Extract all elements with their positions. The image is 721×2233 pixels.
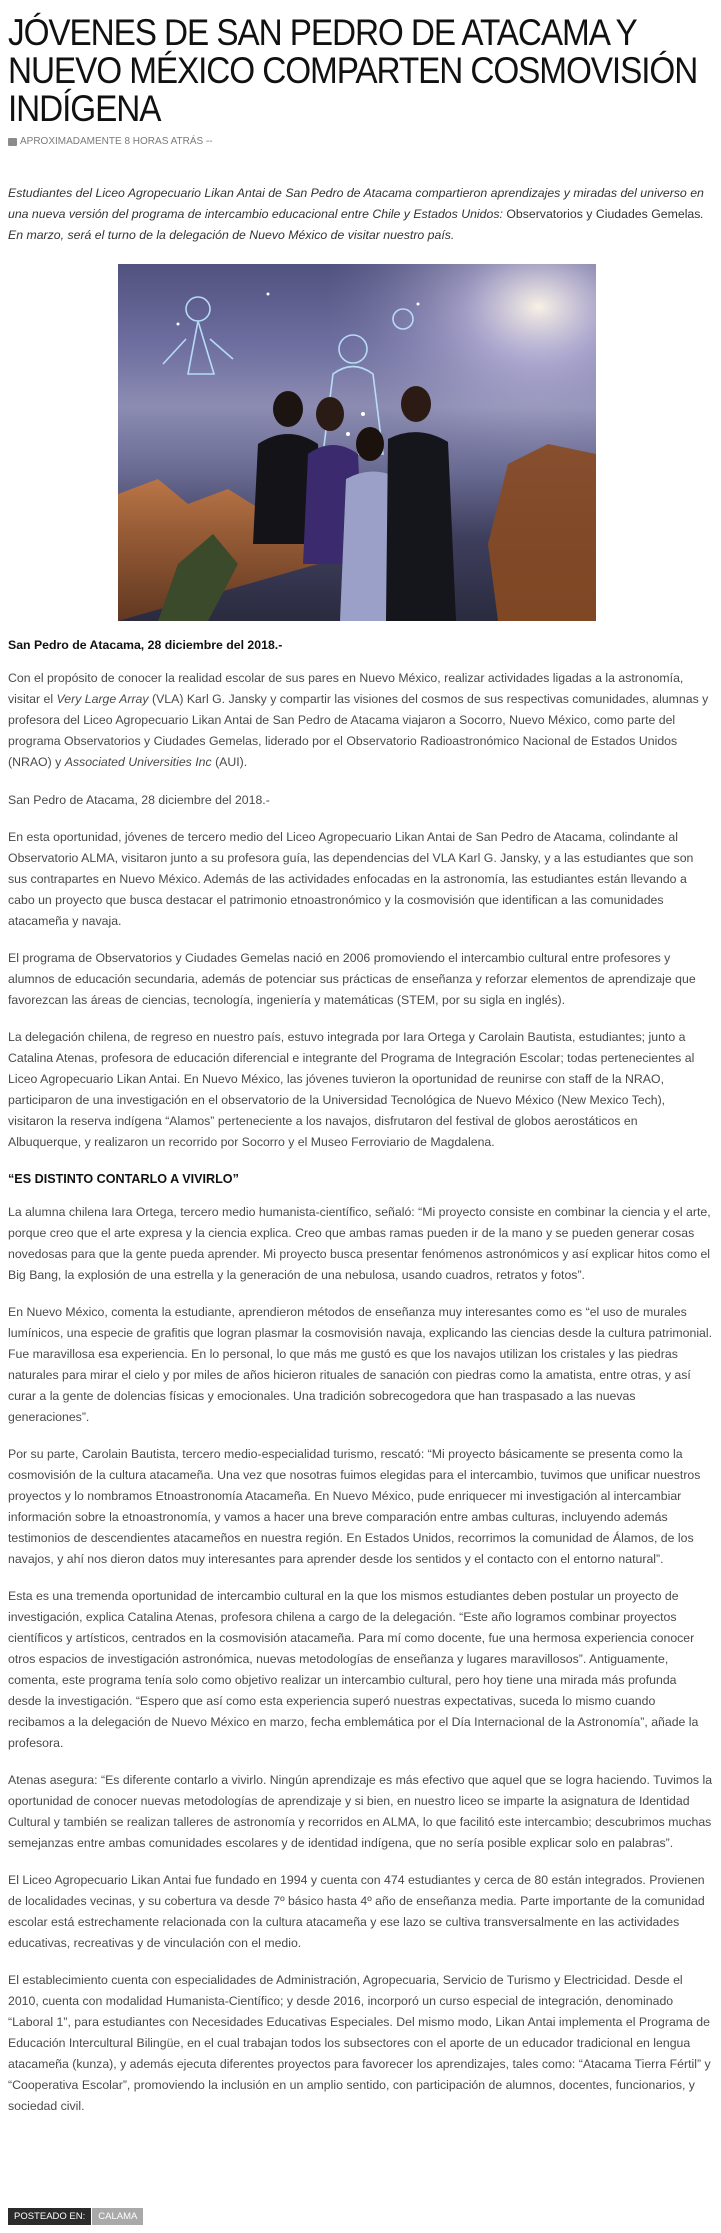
article-title: JÓVENES DE SAN PEDRO DE ATACAMA Y NUEVO MÉXICO COMPARTEN COSMOVISIÓN INDÍGENA [8, 12, 698, 129]
photo-illustration [118, 264, 596, 621]
article [8, 0, 713, 2117]
p1-text-2: (VLA) Karl G. Jansky y compartir las visiones del cosmos de sus respectivas comunidades, alumnas y profesora del Liceo Agropecuario Likan Antai de San Pedro de Atacama viajaron a Socorro, Nuevo México, como parte del programa Observatorios y Ciudades Gemelas, liderado por el Observatorio Radioastronómico Nacional de Estados Unidos (NRAO) y [8, 692, 709, 769]
post-time: APROXIMADAMENTE 8 HORAS ATRÁS -- [20, 136, 213, 147]
paragraph-11: El establecimiento cuenta con especialidades de Administración, Agropecuaria, Servicio de Turismo y Electricidad. Desde el 2010, cuenta con modalidad Humanista-Científico; y desde 2016, incorporó un curso especial de integración, denominado “Laboral 1”, para estudiantes con Necesidades Educativas Especiales. Del mismo modo, Likan Antai implementa el Programa de Educación Intercultural Bilingüe, en el cual trabajan todos los subsectores con el aporte de un educador tradicional en lengua atacameña (kunza), y además ejecuta diferentes proyectos para favorecer los aprendizajes, tales como: “Atacama Tierra Fértil” y “Cooperativa Escolar”, promoviendo la inclusión en un amplio sentido, con participación de alumnos, docentes, funcionarios, y sociedad civil. [8, 1973, 711, 2113]
paragraph-4: La delegación chilena, de regreso en nuestro país, estuvo integrada por Iara Ortega y Carolain Bautista, estudiantes; junto a Catalina Atenas, profesora de educación diferencial e integrante del Programa de Integración Escolar; todas pertenecientes al Liceo Agropecuario Likan Antai. En Nuevo México, las jóvenes tuvieron la oportunidad de reunirse con staff de la NRAO, participaron de una investigación en el observatorio de la Universidad Tecnológica de Nuevo México (New Mexico Tech), visitaron la reserva indígena “Alamos” perteneciente a los navajos, disfrutaron del festival de globos aerostáticos en Albuquerque, y realizaron un recorrido por Socorro y el Museo Ferroviario de Magdalena. [8, 1030, 695, 1149]
lead-program-name: Observatorios y Ciudades Gemelas [506, 207, 701, 221]
article-lead [8, 183, 713, 246]
paragraph-2: En esta oportunidad, jóvenes de tercero medio del Liceo Agropecuario Likan Antai de San Pedro de Atacama, colindante al Observatorio ALMA, visitaron junto a su profesora guía, las dependencias del VLA Karl G. Jansky, y a las estudiantes que son sus contrapartes en Nuevo México. Además de las actividades enfocadas en la astronomía, las estudiantes están llevando a cabo un proyecto que busca destacar el patrimonio etnoastronómico y la cosmovisión que identifican a las comunidades atacameña y navaja. [8, 830, 694, 928]
tag-calama[interactable]: CALAMA [92, 2208, 143, 2225]
post-meta [8, 136, 713, 147]
p1-vla-name: Very Large Array [56, 692, 149, 706]
paragraph-1 [8, 668, 713, 773]
posted-in-label: POSTEADO EN: [8, 2208, 91, 2225]
section-heading: “ES DISTINTO CONTARLO A VIVIRLO” [8, 1172, 239, 1186]
dateline: San Pedro de Atacama, 28 diciembre del 2018.- [8, 638, 283, 652]
paragraph-5: La alumna chilena Iara Ortega, tercero medio humanista-científico, señaló: “Mi proyecto consiste en combinar la ciencia y el arte, porque creo que el arte expresa y la ciencia explica. Creo que ambas ramas pueden ir de la mano y se pueden generar cosas novedosas para que la gente pueda aprender. Mi proyecto busca presentar fenómenos astronómicos y así explicar hitos como el Big Bang, la explosión de una estrella y la generación de una nebulosa, usando cuadros, retratos y fotos”. [8, 1205, 711, 1282]
p1-text-1: Con el propósito de conocer la realidad escolar de sus pares en Nuevo México, realizar actividades ligadas a la astronomía, visitar el [8, 671, 684, 706]
paragraph-8: Esta es una tremenda oportunidad de intercambio cultural en la que los mismos estudiantes deben postular un proyecto de investigación, explica Catalina Atenas, profesora chilena a cargo de la delegación. “Este año logramos combinar proyectos científicos y artísticos, centrados en la cosmovisión atacameña. Para mí como docente, fue una hermosa experiencia conocer otros espacios de investigación astronómica, nuevas metodologías de enseñanza y lugares maravillosos”. Antiguamente, comenta, este programa tenía solo como objetivo realizar un intercambio cultural, pero hoy tiene una mirada más profunda desde la investigación. “Espero que así como esta experiencia superó nuestras expectativas, suceda lo mismo cuando recibamos a la delegación de Nuevo México en marzo, fecha emblemática por el Día Internacional de la Astronomía”, añade la profesora. [8, 1589, 699, 1750]
paragraph-6: En Nuevo México, comenta la estudiante, aprendieron métodos de enseñanza muy interesantes como es “el uso de murales lumínicos, una especie de grafitis que logran plasmar la cosmovisión navaja, explicando las ciencias desde la cultura patrimonial. Fue maravillosa esa experiencia. En lo personal, lo que más me gustó es que los navajos utilizan los cristales y las piedras naturales para mirar el cielo y por miles de años hicieron rituales de sanación con piedras como la amatista, entre otras, y así curar a la gente de dolencias físicas y emocionales. Una tradición sobrecogedora que han traspasado a las nuevas generaciones”. [8, 1305, 713, 1424]
paragraph-7: Por su parte, Carolain Bautista, tercero medio-especialidad turismo, rescató: “Mi proyecto básicamente se presenta como la cosmovisión de la cultura atacameña. Una vez que nosotras fuimos elegidas para el intercambio, tuvimos que unificar nuestros proyectos y lo nombramos Etnoastronomía Atacameña. En Nuevo México, pude enriquecer mi investigación al intercambiar información sobre la etnoastronomía, y vamos a hacer una breve comparación entre ambas culturas, incluyendo además testimonios de descendientes atacameños en nuestra región. En Estados Unidos, recorrimos la comunidad de Álamos, de los navajos, y ahí nos dieron datos muy interesantes para aprender desde los sentidos y el contacto con el entorno natural”. [8, 1447, 701, 1566]
date-repeat: San Pedro de Atacama, 28 diciembre del 2018.- [8, 793, 270, 807]
lead-text-1: Estudiantes del Liceo Agropecuario Likan Antai de San Pedro de Atacama compartieron aprendizajes y miradas del universo en una nueva versión del programa de intercambio educacional entre Chile y Estados Unidos: [8, 186, 704, 221]
article-photo [118, 264, 596, 621]
paragraph-10: El Liceo Agropecuario Likan Antai fue fundado en 1994 y cuenta con 474 estudiantes y cerca de 80 están integrados. Provienen de localidades vecinas, y su cobertura va desde 7º básico hasta 4º año de enseñanza media. Parte importante de la comunidad escolar está estrechamente relacionada con la cultura atacameña y ese lazo se cultiva transversalmente en las actividades educativas, recreativas y de vinculación con el medio. [8, 1873, 705, 1950]
p1-text-3: (AUI). [211, 755, 248, 769]
calendar-icon [8, 138, 17, 146]
paragraph-9: Atenas asegura: “Es diferente contarlo a vivirlo. Ningún aprendizaje es más efectivo que aquel que se logra haciendo. Tuvimos la oportunidad de conocer nuevas metodologías de aprendizaje y si bien, en nuestro liceo se imparte la asignatura de Identidad Cultural y también se realizan talleres de astronomía y recorridos en ALMA, lo que facilitó este intercambio; descubrimos muchas semejanzas entre ambas comunidades escolares y de identidad indígena, que no sería posible explicar solo en palabras”. [8, 1773, 713, 1850]
post-tags [8, 2208, 143, 2225]
p1-aui-name: Associated Universities Inc [64, 755, 212, 769]
paragraph-3: El programa de Observatorios y Ciudades Gemelas nació en 2006 promoviendo el intercambio cultural entre profesores y alumnos de educación secundaria, además de potenciar sus prácticas de enseñanza y reforzar elementos de aprendizaje que favorezcan las áreas de ciencias, tecnología, ingeniería y matemáticas (STEM, por su sigla en inglés). [8, 951, 696, 1007]
lead-text-2: . En marzo, será el turno de la delegación de Nuevo México de visitar nuestro país. [8, 207, 704, 242]
